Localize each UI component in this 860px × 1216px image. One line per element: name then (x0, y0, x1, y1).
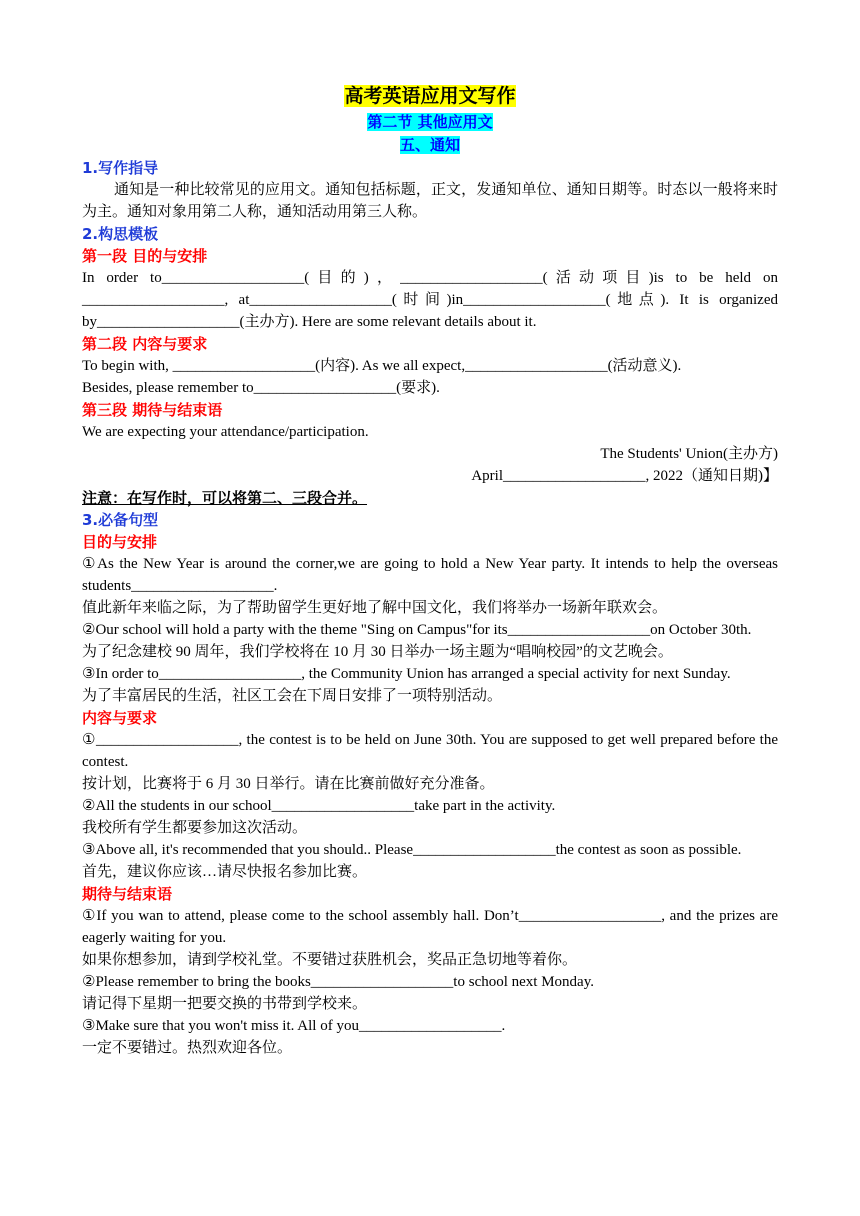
heading-paragraph-3: 第三段 期待与结束语 (82, 401, 223, 419)
heading-content: 内容与要求 (82, 709, 158, 727)
heading-paragraph-2: 第二段 内容与要求 (82, 335, 208, 353)
sentence-english: ①___________________, the contest is to be held on June 30th. You are supposed to get well prepared before the contest. (82, 732, 778, 770)
sentence-chinese: 按计划，比赛将于 6 月 30 日举行。请在比赛前做好充分准备。 (82, 776, 495, 792)
heading-key-sentences: 3.必备句型 (82, 511, 159, 529)
paragraph-2-line-1: To begin with, ___________________(内容). As we all expect,___________________(活动意义). (82, 358, 682, 374)
date-line: April___________________, 2022（通知日期)】 (471, 468, 778, 484)
heading-template: 2.构思模板 (82, 225, 159, 243)
sentence-chinese: 我校所有学生都要参加这次活动。 (82, 820, 308, 836)
sentence-chinese: 首先，建议你应该…请尽快报名参加比赛。 (82, 864, 368, 880)
heading-paragraph-1: 第一段 目的与安排 (82, 247, 208, 265)
writing-note: 注意：在写作时，可以将第二、三段合并。 (82, 489, 368, 507)
document-page (82, 82, 778, 1059)
sentence-chinese: 请记得下星期一把要交换的书带到学校来。 (82, 996, 368, 1012)
paragraph-1-template: In order to___________________(目的)，___________________(活动项目)is to be held on ___________________, at___________________(时间)in___________________(地点). It is organized by___________________(主办方). Here are some relevant details about it. (82, 270, 778, 330)
sentence-chinese: 值此新年来临之际，为了帮助留学生更好地了解中国文化，我们将举办一场新年联欢会。 (82, 600, 668, 616)
heading-closing: 期待与结束语 (82, 885, 173, 903)
sentence-english: ①If you wan to attend, please come to the school assembly hall. Don’t___________________, and the prizes are eagerly waiting for you. (82, 908, 778, 946)
signature: The Students' Union(主办方) (600, 446, 778, 462)
heading-purpose: 目的与安排 (82, 533, 158, 551)
subsection-title: 五、通知 (399, 136, 460, 154)
section-title: 第二节 其他应用文 (367, 113, 493, 131)
sentence-english: ②Please remember to bring the books___________________to school next Monday. (82, 974, 594, 990)
sentence-chinese: 为了纪念建校 90 周年，我们学校将在 10 月 30 日举办一场主题为“唱响校园”的文艺晚会。 (82, 644, 673, 660)
sentence-english: ①As the New Year is around the corner,we are going to hold a New Year party. It intends to help the overseas students___________________. (82, 556, 778, 594)
sentence-english: ③Make sure that you won't miss it. All of you___________________. (82, 1018, 506, 1034)
sentence-english: ③In order to___________________, the Community Union has arranged a special activity for next Sunday. (82, 666, 731, 682)
sentence-english: ③Above all, it's recommended that you should.. Please___________________the contest as soon as possible. (82, 842, 742, 858)
sentence-english: ②All the students in our school___________________take part in the activity. (82, 798, 556, 814)
sentence-chinese: 为了丰富居民的生活，社区工会在下周日安排了一项特别活动。 (82, 688, 503, 704)
guide-paragraph: 通知是一种比较常见的应用文。通知包括标题，正文，发通知单位、通知日期等。时态以一般将来时为主。通知对象用第二人称，通知活动用第三人称。 (82, 182, 778, 220)
sentence-chinese: 如果你想参加，请到学校礼堂。不要错过获胜机会，奖品正急切地等着你。 (82, 952, 578, 968)
document-title: 高考英语应用文写作 (344, 85, 516, 107)
sentence-english: ②Our school will hold a party with the theme "Sing on Campus"for its___________________on October 30th. (82, 622, 752, 638)
heading-writing-guide: 1.写作指导 (82, 159, 159, 177)
paragraph-3-text: We are expecting your attendance/participation. (82, 424, 369, 440)
paragraph-2-line-2: Besides, please remember to___________________(要求). (82, 380, 440, 396)
sentence-chinese: 一定不要错过。热烈欢迎各位。 (82, 1040, 293, 1056)
